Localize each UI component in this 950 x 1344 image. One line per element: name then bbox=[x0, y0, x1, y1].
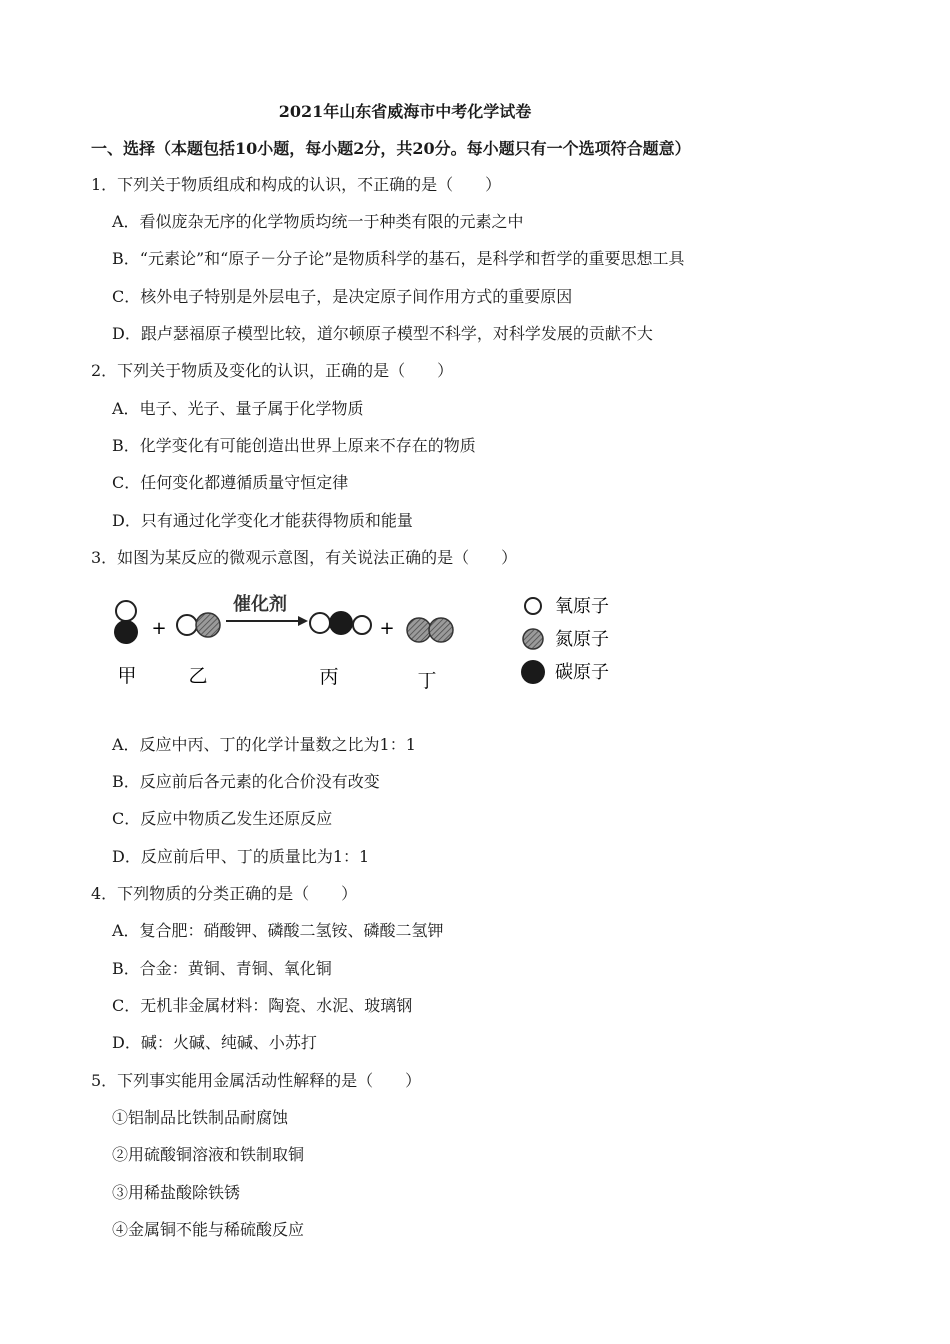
question-1-option-a: A．看似庞杂无序的化学物质均统一于种类有限的元素之中 bbox=[112, 212, 524, 231]
molecule-yi bbox=[177, 613, 220, 637]
question-1-stem: 1．下列关于物质组成和构成的认识，不正确的是（ ） bbox=[91, 175, 502, 194]
carbon-atom-icon bbox=[329, 611, 353, 635]
legend bbox=[521, 596, 609, 684]
carbon-atom-icon bbox=[114, 620, 138, 644]
nitrogen-atom-icon bbox=[407, 618, 431, 642]
question-2-option-a: A．电子、光子、量子属于化学物质 bbox=[112, 399, 364, 418]
question-4-option-a: A．复合肥：硝酸钾、磷酸二氢铵、磷酸二氢钾 bbox=[112, 921, 444, 940]
label-jia: 甲 bbox=[117, 665, 137, 687]
legend-nitrogen-icon bbox=[523, 629, 543, 649]
question-2-stem: 2．下列关于物质及变化的认识，正确的是（ ） bbox=[91, 361, 454, 380]
catalyst-label: 催化剂 bbox=[233, 594, 287, 615]
question-4-option-b: B．合金：黄铜、青铜、氧化铜 bbox=[112, 959, 332, 978]
question-2-option-b: B．化学变化有可能创造出世界上原来不存在的物质 bbox=[112, 436, 476, 455]
nitrogen-atom-icon bbox=[196, 613, 220, 637]
page-title: 2021年山东省威海市中考化学试卷 bbox=[278, 102, 532, 121]
label-yi: 乙 bbox=[188, 665, 208, 687]
plus-sign: + bbox=[151, 618, 167, 639]
question-1-option-d: D．跟卢瑟福原子模型比较，道尔顿原子模型不科学，对科学发展的贡献不大 bbox=[112, 324, 653, 343]
plus-sign: + bbox=[379, 618, 395, 639]
section-heading: 一、选择（本题包括10小题，每小题2分，共20分。每小题只有一个选项符合题意） bbox=[91, 139, 691, 158]
oxygen-atom-icon bbox=[177, 615, 197, 635]
legend-nitrogen-label: 氮原子 bbox=[555, 629, 609, 650]
oxygen-atom-icon bbox=[353, 616, 371, 634]
question-2-option-d: D．只有通过化学变化才能获得物质和能量 bbox=[112, 511, 413, 530]
label-bing: 丙 bbox=[319, 666, 339, 688]
question-3-option-d: D．反应前后甲、丁的质量比为1：1 bbox=[112, 847, 370, 866]
question-4-option-d: D．碱：火碱、纯碱、小苏打 bbox=[112, 1033, 317, 1052]
question-2-option-c: C．任何变化都遵循质量守恒定律 bbox=[112, 473, 349, 492]
legend-carbon-label: 碳原子 bbox=[555, 662, 609, 683]
question-5-item-1: ①铝制品比铁制品耐腐蚀 bbox=[112, 1108, 289, 1127]
question-4-option-c: C．无机非金属材料：陶瓷、水泥、玻璃钢 bbox=[112, 996, 413, 1015]
reaction-diagram bbox=[112, 576, 652, 696]
question-5-item-4: ④金属铜不能与稀硫酸反应 bbox=[112, 1220, 305, 1239]
molecule-bing bbox=[310, 611, 371, 635]
question-3-option-a: A．反应中丙、丁的化学计量数之比为1：1 bbox=[112, 735, 416, 754]
question-5-item-2: ②用硫酸铜溶液和铁制取铜 bbox=[112, 1145, 305, 1164]
legend-oxygen-label: 氧原子 bbox=[555, 596, 609, 617]
arrow-head-icon bbox=[298, 616, 308, 626]
question-4-stem: 4．下列物质的分类正确的是（ ） bbox=[91, 884, 358, 903]
question-1-option-c: C．核外电子特别是外层电子，是决定原子间作用方式的重要原因 bbox=[112, 287, 573, 306]
molecule-jia bbox=[114, 601, 138, 644]
legend-carbon-icon bbox=[521, 660, 545, 684]
oxygen-atom-icon bbox=[116, 601, 136, 621]
question-3-option-c: C．反应中物质乙发生还原反应 bbox=[112, 809, 333, 828]
question-5-item-3: ③用稀盐酸除铁锈 bbox=[112, 1183, 241, 1202]
label-ding: 丁 bbox=[417, 670, 437, 692]
molecule-ding bbox=[407, 618, 453, 642]
nitrogen-atom-icon bbox=[429, 618, 453, 642]
question-1-option-b: B．“元素论”和“原子－分子论”是物质科学的基石，是科学和哲学的重要思想工具 bbox=[112, 249, 685, 268]
question-3-option-b: B．反应前后各元素的化合价没有改变 bbox=[112, 772, 380, 791]
oxygen-atom-icon bbox=[310, 613, 330, 633]
question-5-stem: 5．下列事实能用金属活动性解释的是（ ） bbox=[91, 1071, 422, 1090]
legend-oxygen-icon bbox=[525, 598, 541, 614]
question-3-stem: 3．如图为某反应的微观示意图，有关说法正确的是（ ） bbox=[91, 548, 518, 567]
